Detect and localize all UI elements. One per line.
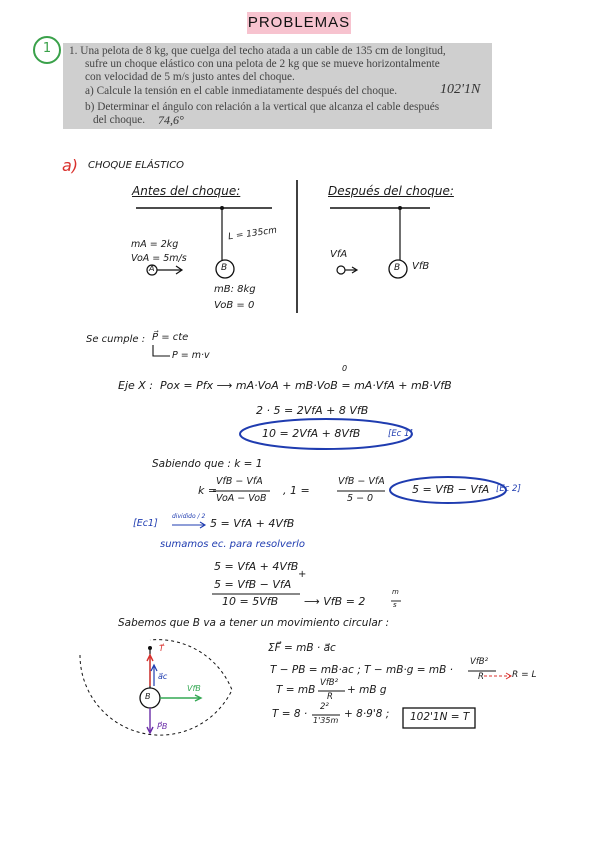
dyn-eq-2-den: R	[478, 672, 484, 682]
sumamos-text: sumamos ec. para resolverlo	[160, 539, 306, 550]
problem-number-badge: 1	[33, 36, 61, 64]
mass-a-label: mA = 2kg	[131, 239, 179, 250]
dyn-eq-4-tail: + 8·9'8 ;	[344, 708, 390, 720]
dyn-eq-4-num: 2²	[320, 702, 329, 712]
tension-label: T⃗	[159, 644, 164, 653]
answer-a-note: 102'1N	[440, 82, 481, 97]
newton-eq: ΣF⃗ = mB · a⃗c	[268, 642, 336, 654]
statement-line-4: a) Calcule la tensión en el cable inmediatamente después del choque.	[85, 85, 398, 97]
vfb-result: ⟶ VfB = 2	[304, 595, 366, 608]
mass-b-label: mB: 8kg	[214, 284, 256, 295]
ec2-tag: [Ec 2]	[496, 484, 521, 494]
sabiendo-text: Sabiendo que : k = 1	[152, 458, 263, 470]
final-answer: 102'1N = T	[410, 711, 470, 723]
p-def-arrow	[153, 345, 170, 356]
sum-line-2: 5 = VfB − VfA	[214, 578, 292, 591]
momentum-eq-zero: 0	[342, 364, 348, 373]
dyn-eq-2-num: VfB²	[470, 657, 489, 667]
ball-a-text: A	[149, 264, 155, 273]
r-equals-l: R = L	[512, 670, 537, 680]
ball-b-text: B	[221, 263, 228, 273]
eq-numeric: 2 · 5 = 2VfA + 8 VfB	[256, 404, 369, 417]
units-num: m	[392, 588, 399, 596]
ball-a-after	[337, 266, 345, 274]
eq-ec2: 5 = VfB − VfA	[412, 483, 490, 496]
vfb-label: VfB	[412, 261, 430, 272]
k-eval-num: VfB − VfA	[338, 476, 385, 487]
before-title: Antes del choque:	[132, 184, 241, 198]
divided-note: dividido / 2	[172, 513, 206, 520]
sum-line-1: 5 = VfA + 4VfB	[214, 560, 299, 573]
sabemos-text: Sabemos que B va a tener un movimiento circular :	[118, 617, 389, 629]
part-a-label: a)	[62, 156, 79, 175]
dyn-eq-3-tail: + mB g	[347, 684, 387, 696]
pivot-before	[220, 206, 224, 210]
statement-line-2: sufre un choque elástico con una pelota de 2 kg que se mueve horizontalmente	[85, 58, 440, 70]
ac-label: a⃗c	[158, 672, 168, 681]
k-eval-lhs: , 1 =	[283, 484, 310, 497]
k-lhs: k =	[198, 484, 218, 497]
answer-b-note: 74,6°	[158, 113, 184, 127]
dyn-eq-3-den: R	[327, 692, 333, 702]
dyn-eq-4: T = 8 ·	[272, 708, 308, 720]
statement-line-6: del choque.	[93, 114, 146, 126]
ball-b-circ-text: B	[145, 692, 151, 701]
velocity-a-label: VoA = 5m/s	[131, 253, 187, 264]
p-cte-text: P⃗ = cte	[152, 332, 189, 343]
vfa-label: VfA	[330, 249, 348, 260]
statement-line-1: 1. Una pelota de 8 kg, que cuelga del techo atada a un cable de 135 cm de longitud,	[69, 45, 446, 57]
circular-path	[80, 640, 232, 735]
vfb-vec-label: VfB	[187, 684, 201, 693]
part-a-title: CHOQUE ELÁSTICO	[88, 160, 185, 171]
k-eval-den: 5 − 0	[347, 493, 374, 504]
dyn-eq-4-den: 1'35m	[313, 716, 339, 725]
dyn-eq-3: T = mB	[276, 684, 316, 696]
page-title: PROBLEMAS	[247, 12, 351, 34]
pivot-circular	[148, 646, 152, 650]
eq-ec1: 10 = 2VfA + 8VfB	[262, 427, 361, 440]
p-def-text: P = m·v	[172, 350, 210, 361]
eq-divided: 5 = VfA + 4VfB	[210, 517, 295, 530]
after-title: Después del choque:	[328, 184, 454, 198]
dyn-eq-3-num: VfB²	[320, 678, 339, 688]
cable-length-label: L = 135cm	[227, 225, 278, 243]
units-den: s	[393, 601, 397, 609]
momentum-eq: Pox = Pfx ⟶ mA·VoA + mB·VoB = mA·VfA + mB·VfB	[160, 379, 452, 392]
statement-line-5: b) Determinar el ángulo con relación a la vertical que alcanza el cable después	[85, 101, 440, 113]
se-cumple-text: Se cumple :	[86, 334, 146, 345]
dyn-eq-2: T − PB = mB·ac ; T − mB·g = mB ·	[270, 664, 453, 676]
statement-line-3: con velocidad de 5 m/s justo antes del choque.	[85, 71, 295, 83]
k-den: VoA − VoB	[216, 493, 267, 504]
pivot-after	[398, 206, 402, 210]
ec1-tag: [Ec 1]	[388, 429, 413, 439]
sum-result: 10 = 5VfB	[222, 595, 279, 608]
weight-label: P⃗B	[157, 722, 168, 731]
velocity-b-label: VoB = 0	[214, 300, 255, 311]
k-num: VfB − VfA	[216, 476, 263, 487]
ball-b-after-text: B	[394, 263, 401, 273]
ec1-ref-tag: [Ec1]	[133, 518, 158, 529]
sum-plus: +	[298, 569, 307, 580]
eje-x-label: Eje X :	[118, 379, 154, 392]
